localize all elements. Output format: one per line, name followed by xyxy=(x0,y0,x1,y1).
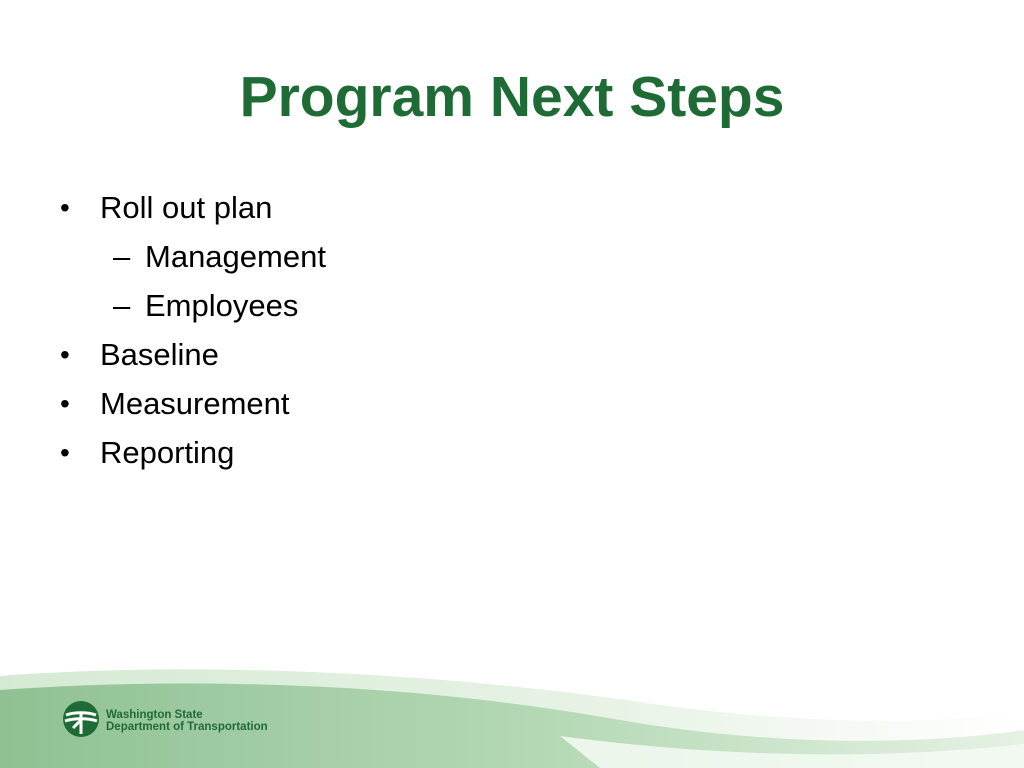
list-item xyxy=(56,183,326,232)
bullet-marker: • xyxy=(60,192,70,223)
list-item-text: Measurement xyxy=(100,386,290,421)
logo-line2: Department of Transportation xyxy=(106,721,268,733)
bullet-marker: • xyxy=(60,388,70,419)
list-item-text: Roll out plan xyxy=(100,190,273,225)
slide-title: Program Next Steps xyxy=(239,65,785,129)
logo-line1: Washington State xyxy=(106,709,203,721)
list-item-text: Reporting xyxy=(100,435,235,470)
list-item-text: Employees xyxy=(145,288,299,323)
bullet-marker: • xyxy=(60,339,70,370)
list-item xyxy=(56,379,326,428)
sub-list-item xyxy=(56,281,326,330)
wsdot-logo xyxy=(62,700,362,740)
logo-wordmark xyxy=(106,709,268,733)
list-item-text: Management xyxy=(145,239,326,274)
list-item-text: Baseline xyxy=(100,337,219,372)
bullet-marker: • xyxy=(60,437,70,468)
dash-marker: – xyxy=(113,288,131,323)
list-item xyxy=(56,428,326,477)
bullet-list xyxy=(56,183,326,477)
sub-list-item xyxy=(56,232,326,281)
list-item xyxy=(56,330,326,379)
wsdot-logo-icon xyxy=(62,700,100,738)
dash-marker: – xyxy=(113,239,131,274)
